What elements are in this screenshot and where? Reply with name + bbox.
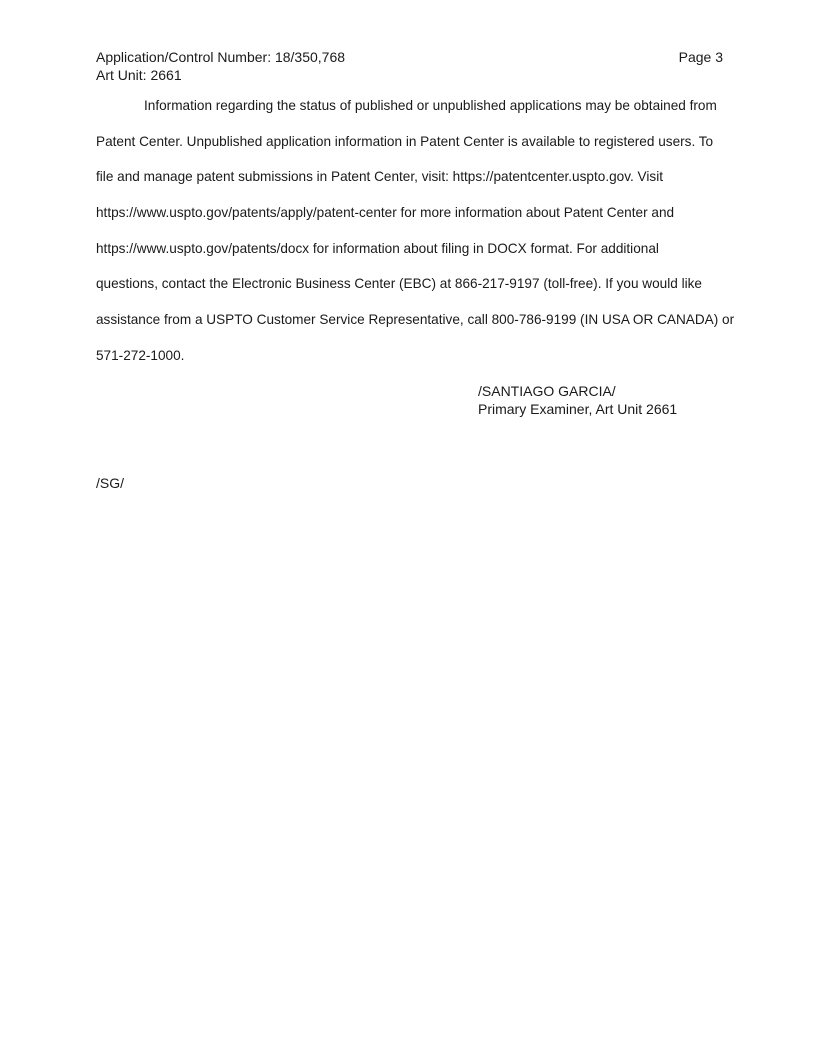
body-paragraph xyxy=(96,88,756,374)
page-header xyxy=(96,49,723,84)
paragraph-line: https://www.uspto.gov/patents/apply/patent-center for more information about Patent Center and xyxy=(96,205,675,221)
paragraph-line: questions, contact the Electronic Business Center (EBC) at 866-217-9197 (toll-free). If you would like xyxy=(96,276,702,292)
examiner-initials: /SG/ xyxy=(96,475,125,491)
paragraph-line: Patent Center. Unpublished application information in Patent Center is available to registered users. To xyxy=(96,133,714,149)
page-number: Page 3 xyxy=(678,49,723,65)
application-control-number: Application/Control Number: 18/350,768 xyxy=(96,49,346,65)
header-row xyxy=(96,49,723,67)
paragraph-line: 571-272-1000. xyxy=(96,347,185,363)
art-unit: Art Unit: 2661 xyxy=(96,66,182,83)
paragraph-line: file and manage patent submissions in Patent Center, visit: https://patentcenter.uspto.gov. Visit xyxy=(96,169,663,185)
paragraph-line: https://www.uspto.gov/patents/docx for information about filing in DOCX format. For additional xyxy=(96,240,659,256)
examiner-title: Primary Examiner, Art Unit 2661 xyxy=(478,401,678,417)
signature-block xyxy=(478,382,677,418)
paragraph-line: assistance from a USPTO Customer Service Representative, call 800-786-9199 (IN USA OR CANADA) or xyxy=(96,312,735,328)
paragraph-line: Information regarding the status of published or unpublished applications may be obtained from xyxy=(144,98,717,113)
examiner-signature: /SANTIAGO GARCIA/ xyxy=(478,383,616,399)
